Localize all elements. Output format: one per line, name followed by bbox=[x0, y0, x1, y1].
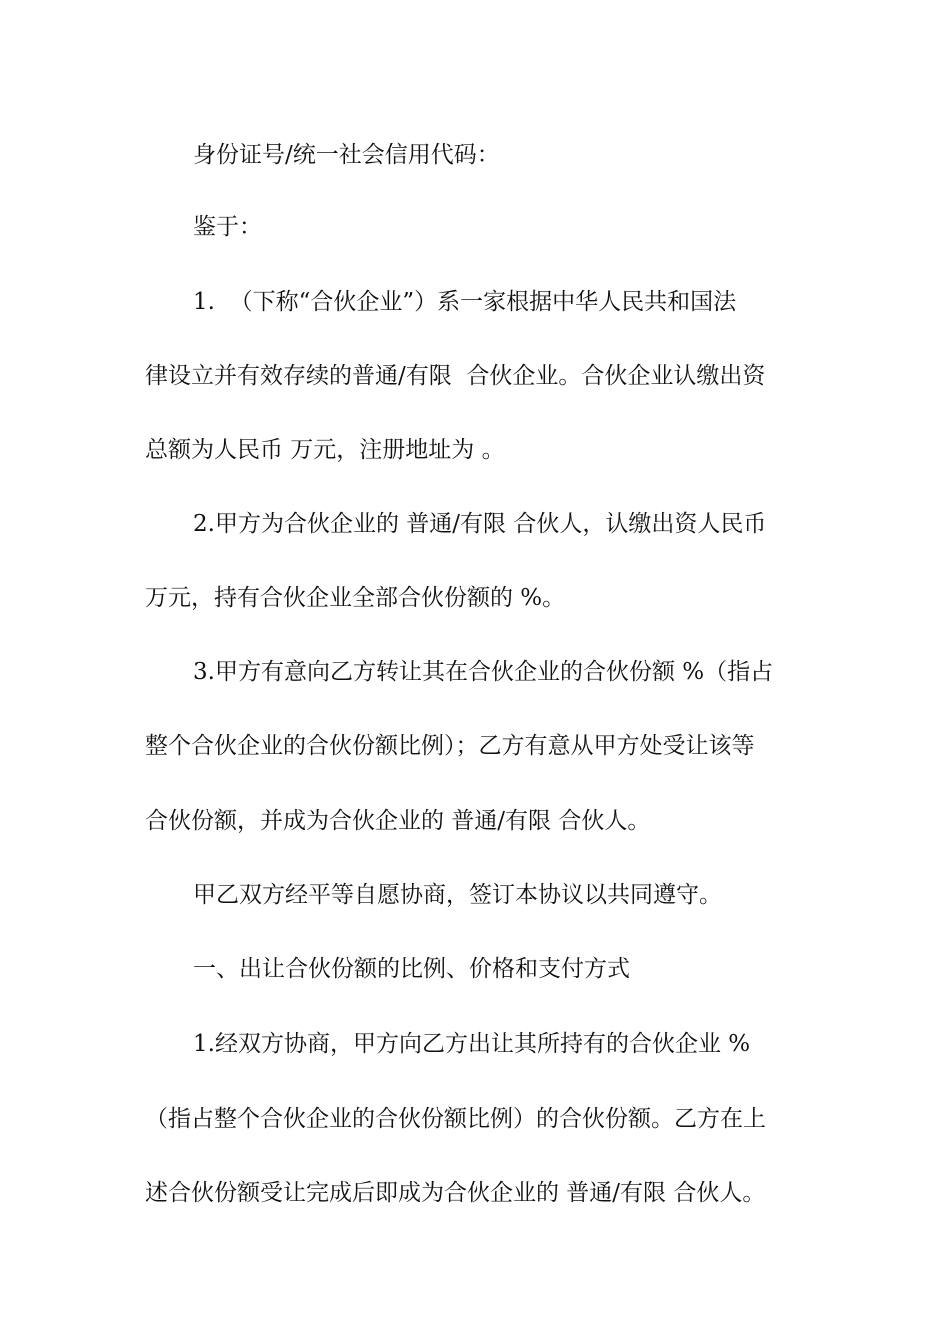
recital-3-line-2: 整个合伙企业的合伙份额比例）；乙方有意从甲方处受让该等 bbox=[145, 733, 755, 759]
recital-2-line-1: 2.甲方为合伙企业的 普通/有限 合伙人，认缴出资人民币 bbox=[193, 511, 767, 537]
recital-3-line-1: 3.甲方有意向乙方转让其在合伙企业的合伙份额 %（指占 bbox=[193, 659, 774, 685]
id-number-label: 身份证号/统一社会信用代码： bbox=[193, 142, 500, 168]
recital-2-line-2: 万元，持有合伙企业全部合伙份额的 %。 bbox=[145, 585, 566, 611]
recital-3-line-3: 合伙份额，并成为合伙企业的 普通/有限 合伙人。 bbox=[145, 808, 651, 834]
clause-1-line-3: 述合伙份额受让完成后即成为合伙企业的 普通/有限 合伙人。 bbox=[145, 1180, 766, 1206]
clause-1-line-2: （指占整个合伙企业的合伙份额比例）的合伙份额。乙方在上 bbox=[145, 1106, 766, 1132]
recital-1-line-2: 律设立并有效存续的普通/有限 合伙企业。合伙企业认缴出资 bbox=[145, 363, 766, 389]
agreement-statement: 甲乙双方经平等自愿协商，签订本协议以共同遵守。 bbox=[193, 882, 722, 908]
whereas-heading: 鉴于： bbox=[193, 214, 262, 240]
clause-1-line-1: 1.经双方协商，甲方向乙方出让其所持有的合伙企业 % bbox=[193, 1031, 751, 1057]
recital-1-line-1: 1. （下称“合伙企业”）系一家根据中华人民共和国法 bbox=[193, 289, 737, 315]
recital-1-line-3: 总额为人民币 万元，注册地址为 。 bbox=[145, 437, 505, 463]
section-1-heading: 一、出让合伙份额的比例、价格和支付方式 bbox=[193, 956, 630, 982]
